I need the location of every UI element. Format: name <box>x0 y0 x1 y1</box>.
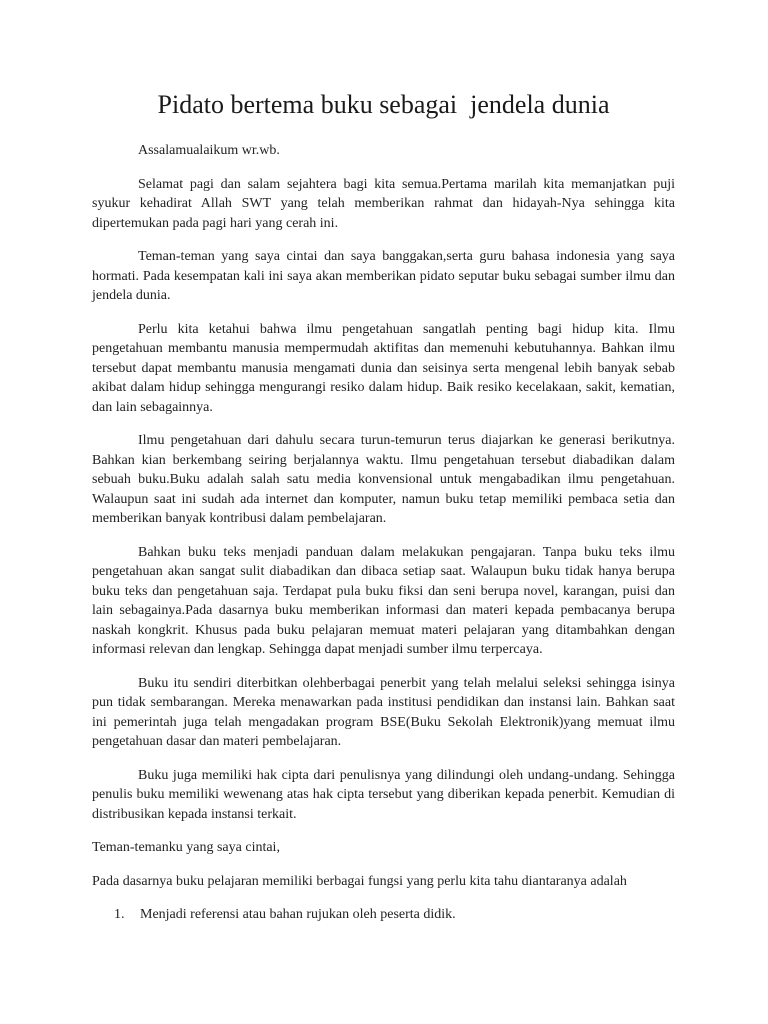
list-item <box>92 905 675 925</box>
paragraph-2: Teman-teman yang saya cintai dan saya banggakan,serta guru bahasa indonesia yang saya hormati. Pada kesempatan kali ini saya akan memberikan pidato seputar buku sebagai sumber ilmu dan jendela dunia. <box>92 249 675 303</box>
function-list <box>92 905 675 925</box>
greeting: Assalamualaikum wr.wb. <box>138 143 280 158</box>
paragraph-6: Buku itu sendiri diterbitkan olehberbagai penerbit yang telah melalui seleksi sehingga isinya pun tidak sembarangan. Mereka menawarkan pada institusi pendidikan dan instansi lain. Bahkan saat ini pemerintah juga telah mengadakan program BSE(Buku Sekolah Elektronik)yang memuat ilmu pengetahuan dasar dan materi pembelajaran. <box>92 675 675 749</box>
list-item-text: Menjadi referensi atau bahan rujukan oleh peserta didik. <box>140 907 456 922</box>
document-title: Pidato bertema buku sebagai jendela dunia <box>157 90 610 119</box>
paragraph-4: Ilmu pengetahuan dari dahulu secara turun-temurun terus diajarkan ke generasi berikutnya. Bahkan kian berkembang seiring berjalannya waktu. Ilmu pengetahuan tersebut diabadikan dalam sebuah buku.Buku adalah salah satu media konvensional untuk mengabadikan ilmu pengetahuan. Walaupun saat ini sudah ada internet dan komputer, namun buku tetap memiliki pembaca setia dan memberikan banyak kontribusi dalam pembelajaran. <box>92 433 675 526</box>
address-line: Teman-temanku yang saya cintai, <box>92 840 280 855</box>
paragraph-3: Perlu kita ketahui bahwa ilmu pengetahuan sangatlah penting bagi hidup kita. Ilmu pengetahuan membantu manusia mempermudah aktifitas dan memenuhi kebutuhannya. Bahkan ilmu tersebut dapat membantu manusia mengamati dunia dan seisinya serta mengenal lebih banyak sebab akibat dalam hidup sehingga mengurangi resiko dalam hidup. Baik resiko kecelakaan, sakit, kematian, dan lain sebagainnya. <box>92 321 675 415</box>
paragraph-5: Bahkan buku teks menjadi panduan dalam melakukan pengajaran. Tanpa buku teks ilmu pengetahuan akan sangat sulit diabadikan dan dibaca setiap saat. Walaupun buku tidak hanya berupa buku teks dan pengetahuan saja. Terdapat pula buku fiksi dan seni berupa novel, karangan, puisi dan lain sebagainya.Pada dasarnya buku memberikan informasi dan materi kepada pembacanya berupa naskah kongkrit. Khusus pada buku pelajaran memuat materi pelajaran yang ditambahkan dengan informasi relevan dan lengkap. Sehingga dapat menjadi sumber ilmu terpercaya. <box>92 544 675 657</box>
paragraph-1: Selamat pagi dan salam sejahtera bagi kita semua.Pertama marilah kita memanjatkan puji syukur kehadirat Allah SWT yang telah memberikan rahmat dan hidayah-Nya sehingga kita dipertemukan pada pagi hari yang cerah ini. <box>92 176 675 231</box>
intro-line: Pada dasarnya buku pelajaran memiliki berbagai fungsi yang perlu kita tahu diantaranya adalah <box>92 873 627 889</box>
list-item-number: 1. <box>114 907 125 922</box>
paragraph-7: Buku juga memiliki hak cipta dari penulisnya yang dilindungi oleh undang-undang. Sehingga penulis buku memiliki wewenang atas hak cipta tersebut yang diberikan kepada penerbit. Kemudian di distribusikan kepada instansi terkait. <box>92 767 675 822</box>
